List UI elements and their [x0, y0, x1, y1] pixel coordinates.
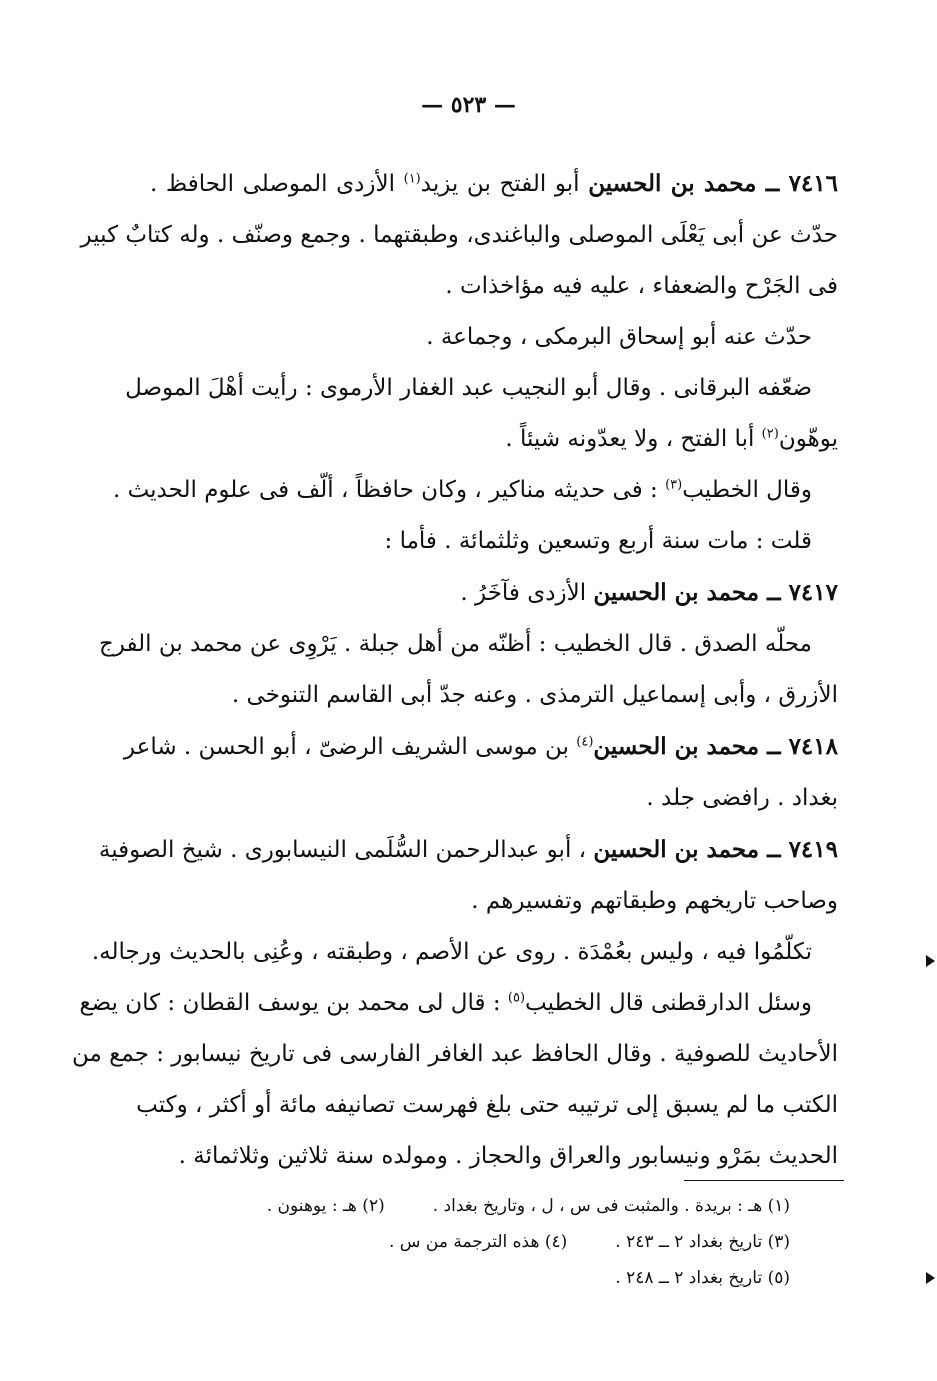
line-text: فى الجَرْح والضعفاء ، عليه فيه مؤاخذات .: [445, 273, 838, 299]
line-text: الحديث بمَرْو ونيسابور والعراق والحجاز . ومولده سنة ثلاثين وثلاثمائة .: [178, 1143, 838, 1169]
margin-mark: [926, 955, 935, 967]
main-text: [72, 158, 838, 1182]
text-line: [150, 158, 838, 210]
line-text: : فى حديثه مناكير ، وكان حافظاً ، ألّف فى علوم الحديث .: [112, 477, 666, 503]
text-line: [125, 363, 838, 414]
text-line: [80, 210, 838, 261]
text-line: [150, 567, 838, 619]
text-line: [150, 516, 838, 567]
page-number: — ٥٢٣ —: [421, 92, 516, 118]
line-text: أبا الفتح ، ولا يعدّونه شيئاً .: [505, 426, 762, 452]
line-text: حدّث عن أبى يَعْلَى الموصلى والباغندى، وطبقتهما . وجمع وصنّف . وله كتابٌ كبير: [80, 222, 838, 248]
footnote-text: (١) هـ : بريدة . والمثبت فى س ، ل ، وتاريخ بغداد .: [432, 1196, 790, 1216]
line-text: حدّث عنه أبو إسحاق البرمكى ، وجماعة .: [426, 324, 812, 350]
text-line: [91, 927, 838, 978]
text-line: [79, 978, 838, 1029]
line-text: ضعّفه البرقانى . وقال أبو النجيب عبد الغفار الأرموى : رأيت أهْلَ الموصل: [125, 375, 812, 401]
line-text: قلت : مات سنة أربع وتسعين وثلثمائة . فأما :: [384, 528, 812, 554]
text-line: [150, 1131, 838, 1182]
entry-heading: ٧٤١٦ ــ محمد بن الحسين: [588, 170, 838, 197]
line-text: الأزرق ، وأبى إسماعيل الترمذى . وعنه جدّ أبى القاسم التنوخى .: [231, 682, 838, 708]
footnote-ref: (٣): [665, 477, 683, 493]
line-text: وقال الخطيب: [682, 477, 812, 503]
footnote-ref: (٤): [576, 734, 594, 750]
footnote-text: (٤) هذه الترجمة من س .: [388, 1232, 568, 1252]
footnote-text: (٥) تاريخ بغداد ٢ ــ ٢٤٨ .: [615, 1268, 790, 1288]
footnotes: [150, 1188, 790, 1296]
line-text: الكتب ما لم يسبق إلى ترتيبه حتى بلغ فهرست تصانيفه مائة أو أكثر ، وكتب: [136, 1092, 838, 1118]
line-text: الأزدى الموصلى الحافظ .: [150, 171, 404, 197]
entry-heading: ٧٤١٩ ــ محمد بن الحسين: [593, 836, 838, 863]
text-line: [150, 261, 838, 312]
footnote-line: [150, 1224, 790, 1260]
text-line: [150, 670, 838, 721]
text-line: [98, 619, 838, 670]
margin-mark: [926, 1272, 935, 1284]
line-text: أبو الفتح بن يزيد: [420, 171, 589, 197]
text-line: [150, 312, 838, 363]
text-line: [150, 773, 838, 824]
footnote-divider: [684, 1180, 844, 1181]
text-line: [72, 1029, 838, 1080]
line-text: محلّه الصدق . قال الخطيب : أظنّه من أهل جبلة . يَرْوِى عن محمد بن الفرج: [98, 631, 812, 657]
footnote-line: [150, 1188, 790, 1224]
footnote-line: [150, 1260, 790, 1296]
text-line: [150, 876, 838, 927]
text-line: [112, 465, 838, 516]
text-line: [150, 414, 838, 465]
footnote-ref: (٥): [507, 990, 526, 1006]
line-text: بغداد . رافضى جلد .: [646, 785, 838, 811]
footnote-text: (٢) هـ : يوهنون .: [266, 1196, 385, 1216]
line-text: ، أبو عبدالرحمن السُّلَمى النيسابورى . شيخ الصوفية: [98, 837, 594, 863]
footnote-ref: (١): [403, 171, 421, 187]
line-text: وصاحب تاريخهم وطبقاتهم وتفسيرهم .: [471, 888, 838, 914]
footnote-ref: (٢): [761, 426, 779, 442]
footnote-text: (٣) تاريخ بغداد ٢ ــ ٢٤٣ .: [615, 1232, 790, 1252]
entry-heading: ٧٤١٧ ــ محمد بن الحسين: [593, 579, 838, 606]
line-text: الأزدى فآخَرُ .: [460, 580, 594, 606]
line-text: : قال لى محمد بن يوسف القطان : كان يضع: [79, 990, 508, 1016]
line-text: بن موسى الشريف الرضىّ ، أبو الحسن . شاعر: [123, 734, 577, 760]
text-line: [136, 1080, 838, 1131]
line-text: وسئل الدارقطنى قال الخطيب: [525, 990, 812, 1016]
text-line: [123, 721, 838, 773]
line-text: تكلّمُوا فيه ، وليس بعُمْدَة . روى عن الأصم ، وطبقته ، وعُنِى بالحديث ورجاله.: [91, 939, 812, 965]
line-text: يوهّون: [778, 426, 838, 452]
line-text: الأحاديث للصوفية . وقال الحافظ عبد الغافر الفارسى فى تاريخ نيسابور : جمع من: [72, 1041, 838, 1067]
text-line: [98, 824, 838, 876]
entry-heading: ٧٤١٨ ــ محمد بن الحسين: [593, 733, 838, 760]
